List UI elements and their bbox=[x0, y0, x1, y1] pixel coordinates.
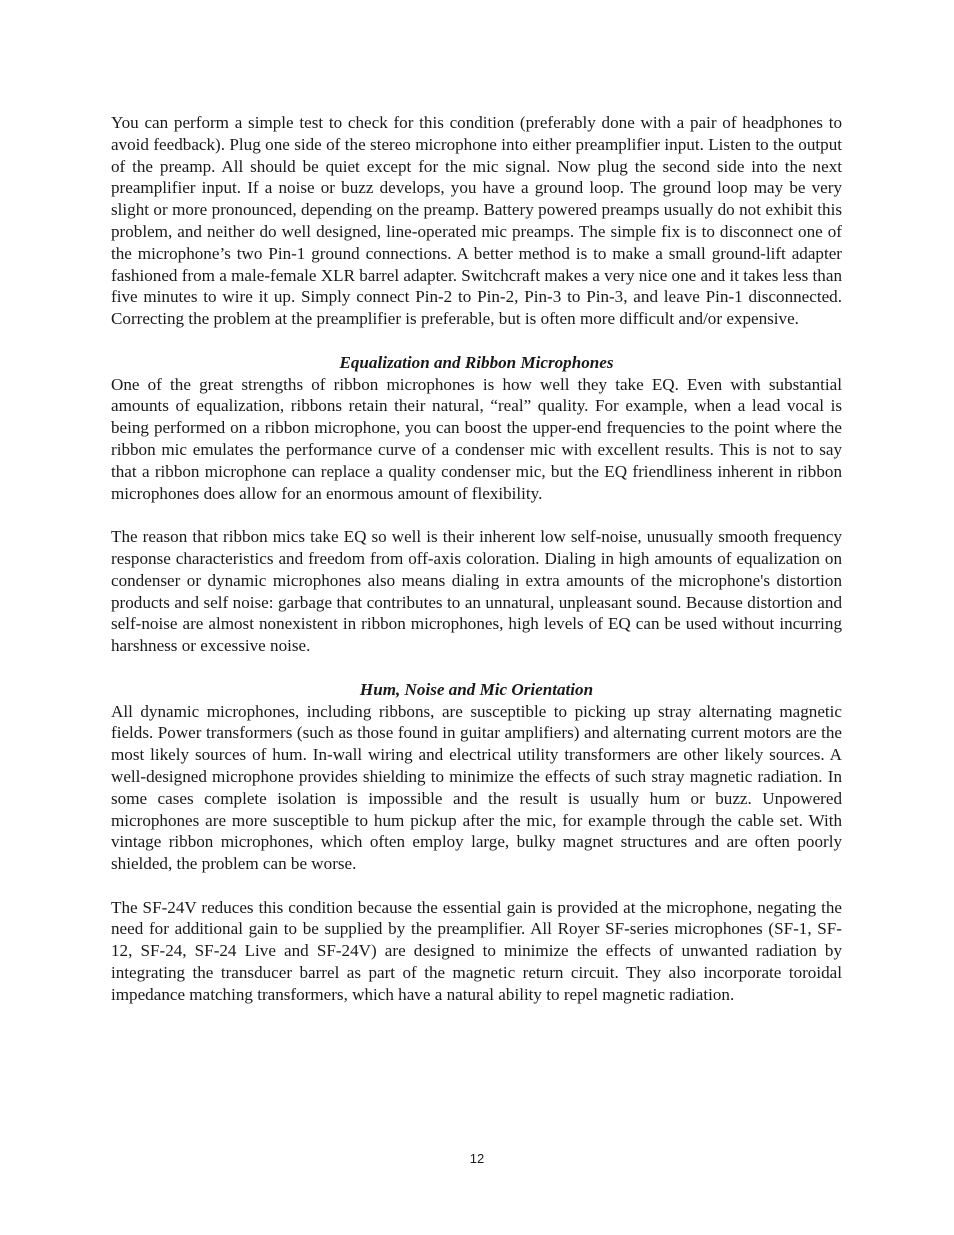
section-heading-hum-noise: Hum, Noise and Mic Orientation bbox=[359, 679, 594, 699]
paragraph-sf24v-shielding: The SF-24V reduces this condition because the essential gain is provided at the microphone, negating the need for additional gain to be supplied by the preamplifier. All Royer SF-series microphones (SF-1, SF-12, SF-24, SF-24 Live and SF-24V) are designed to minimize the effects of unwanted radiation by integrating the transducer barrel as part of the magnetic return circuit. They also incorporate toroidal impedance matching transformers, which have a natural ability to repel magnetic radiation. bbox=[111, 897, 842, 1004]
paragraph-spacer bbox=[111, 875, 842, 897]
paragraph-ground-loop-test: You can perform a simple test to check for this condition (preferably done with a pair of headphones to avoid feedback). Plug one side of the stereo microphone into either preamplifier input. Listen to the output of the preamp. All should be quiet except for the mic signal. Now plug the second side into the next preamplifier input. If a noise or buzz develops, you have a ground loop. The ground loop may be very slight or more pronounced, depending on the preamp. Battery powered preamps usually do not exhibit this problem, and neither do well designed, line-operated mic preamps. The simple fix is to disconnect one of the microphone’s two Pin-1 ground connections. A better method is to make a small ground-lift adapter fashioned from a male-female XLR barrel adapter. Switchcraft makes a very nice one and it takes less than five minutes to wire it up. Simply connect Pin-2 to Pin-2, Pin-3 to Pin-3, and leave Pin-1 disconnected. Correcting the problem at the preamplifier is preferable, but is often more difficult and/or expensive. bbox=[111, 113, 842, 329]
section-heading-equalization: Equalization and Ribbon Microphones bbox=[339, 352, 614, 372]
paragraph-hum-sources: All dynamic microphones, including ribbons, are susceptible to picking up stray alternating magnetic fields. Power transformers (such as those found in guitar amplifiers) and alternating current motors are the most likely sources of hum. In-wall wiring and electrical utility transformers are other likely sources. A well-designed microphone provides shielding to minimize the effects of such stray magnetic radiation. In some cases complete isolation is impossible and the result is usually hum or buzz. Unpowered microphones are more susceptible to hum pickup after the mic, for example through the cable set. With vintage ribbon microphones, which often employ large, bulky magnet structures and are often poorly shielded, the problem can be worse. bbox=[111, 701, 842, 874]
paragraph-spacer bbox=[111, 657, 842, 679]
paragraph-spacer bbox=[111, 504, 842, 526]
paragraph-spacer bbox=[111, 330, 842, 352]
page-number: 12 bbox=[469, 1151, 485, 1166]
document-body bbox=[111, 112, 842, 1006]
paragraph-eq-strengths: One of the great strengths of ribbon microphones is how well they take EQ. Even with substantial amounts of equalization, ribbons retain their natural, “real” quality. For example, when a lead vocal is being performed on a ribbon microphone, you can boost the upper-end frequencies to the point where the ribbon mic emulates the performance curve of a condenser mic with excellent results. This is not to say that a ribbon microphone can replace a quality condenser mic, but the EQ friendliness inherent in ribbon microphones does allow for an enormous amount of flexibility. bbox=[111, 374, 842, 503]
paragraph-eq-reason: The reason that ribbon mics take EQ so well is their inherent low self-noise, unusually smooth frequency response characteristics and freedom from off-axis coloration. Dialing in high amounts of equalization on condenser or dynamic microphones also means dialing in extra amounts of the microphone's distortion products and self noise: garbage that contributes to an unnatural, unpleasant sound. Because distortion and self-noise are almost nonexistent in ribbon microphones, high levels of EQ can be used without incurring harshness or excessive noise. bbox=[111, 527, 842, 656]
